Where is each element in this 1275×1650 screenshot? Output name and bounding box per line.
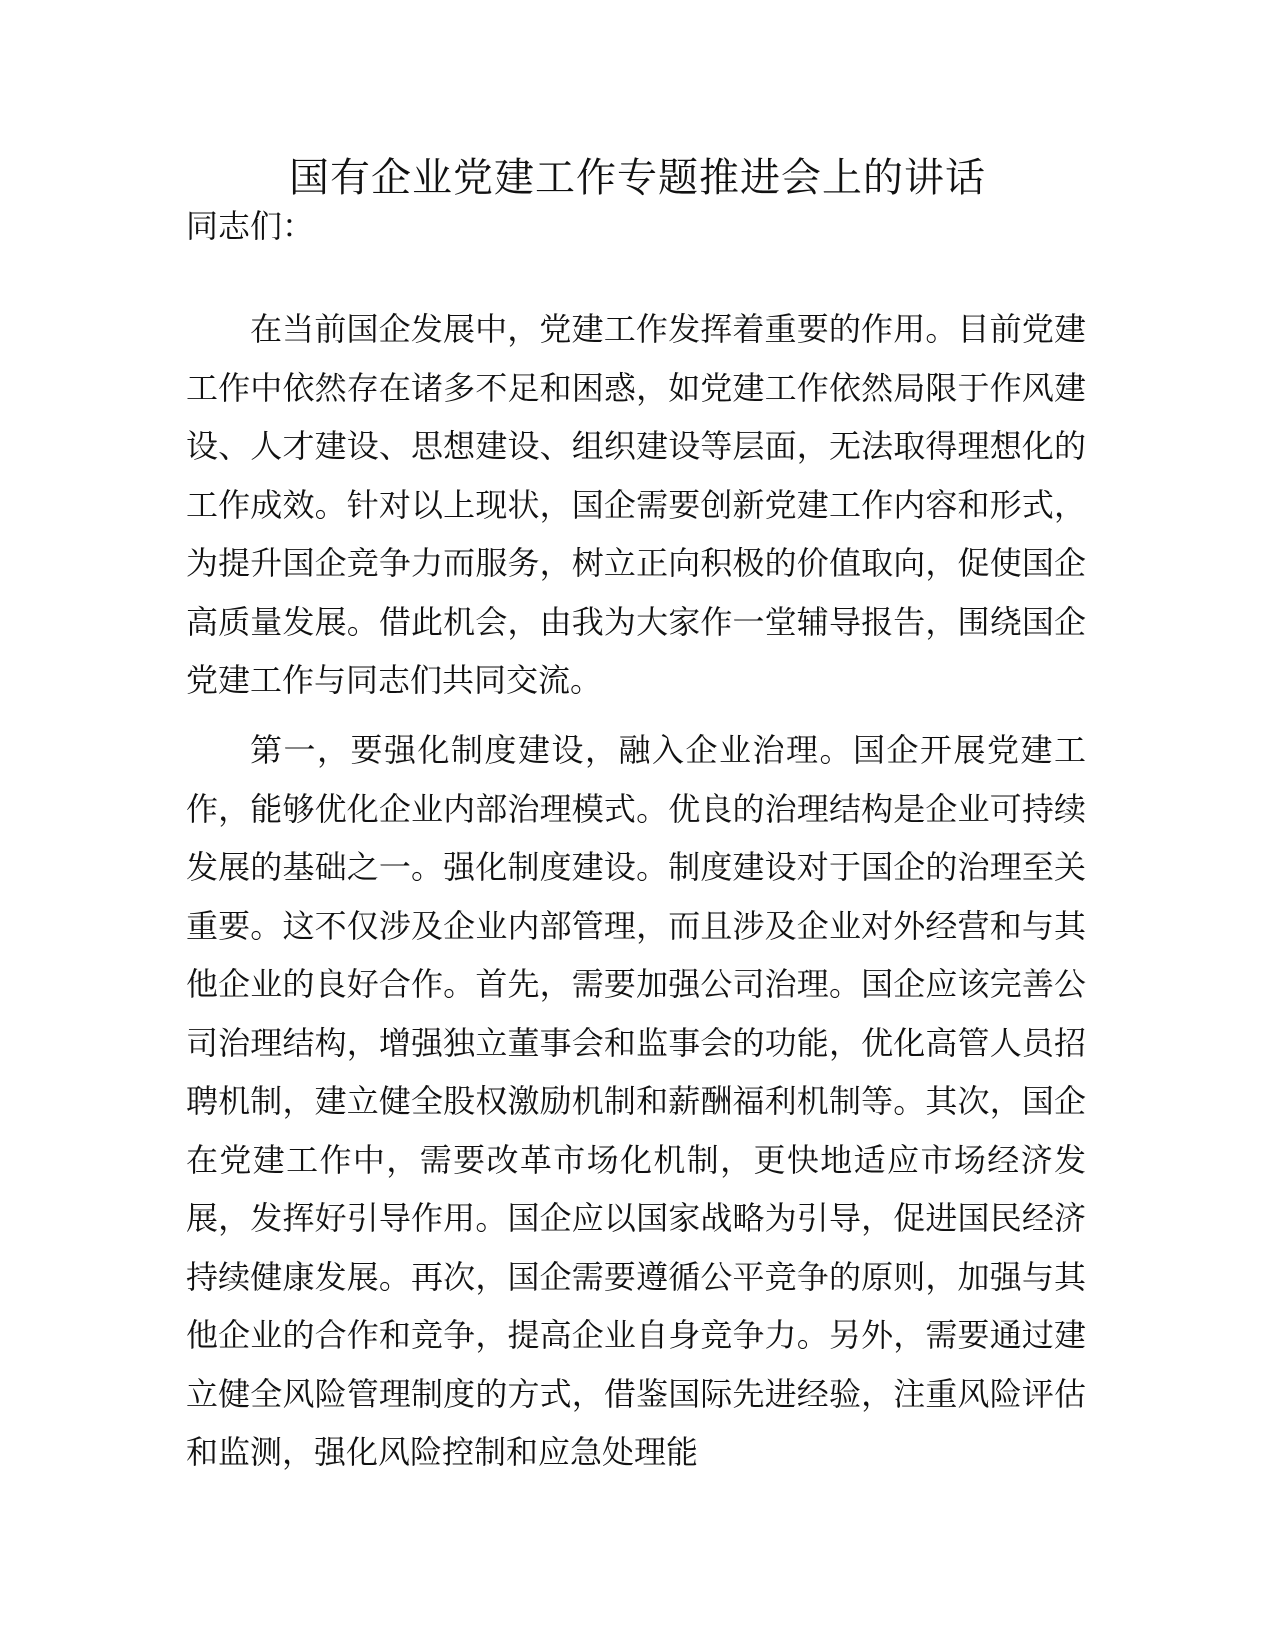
salutation: 同志们：: [186, 207, 315, 245]
paragraph-first-point: 第一，要强化制度建设，融入企业治理。国企开展党建工作，能够优化企业内部治理模式。优良的治理结构是企业可持续发展的基础之一。强化制度建设。制度建设对于国企的治理至关重要。这不仅涉及企业内部管理，而且涉及企业对外经营和与其他企业的良好合作。首先，需要加强公司治理。国企应该完善公司治理结构，增强独立董事会和监事会的功能，优化高管人员招聘机制，建立健全股权激励机制和薪酬福利机制等。其次，国企在党建工作中，需要改革市场化机制，更快地适应市场经济发展，发挥好引导作用。国企应以国家战略为引导，促进国民经济持续健康发展。再次，国企需要遵循公平竞争的原则，加强与其他企业的合作和竞争，提高企业自身竞争力。另外，需要通过建立健全风险管理制度的方式，借鉴国际先进经验，注重风险评估和监测，强化风险控制和应急处理能: [186, 731, 1086, 1471]
paragraph-intro: 在当前国企发展中，党建工作发挥着重要的作用。目前党建工作中依然存在诸多不足和困惑，如党建工作依然局限于作风建设、人才建设、思想建设、组织建设等层面，无法取得理想化的工作成效。针对以上现状，国企需要创新党建工作内容和形式，为提升国企竞争力而服务，树立正向积极的价值取向，促使国企高质量发展。借此机会，由我为大家作一堂辅导报告，围绕国企党建工作与同志们共同交流。: [186, 310, 1086, 699]
document-title: 国有企业党建工作专题推进会上的讲话: [289, 155, 986, 201]
